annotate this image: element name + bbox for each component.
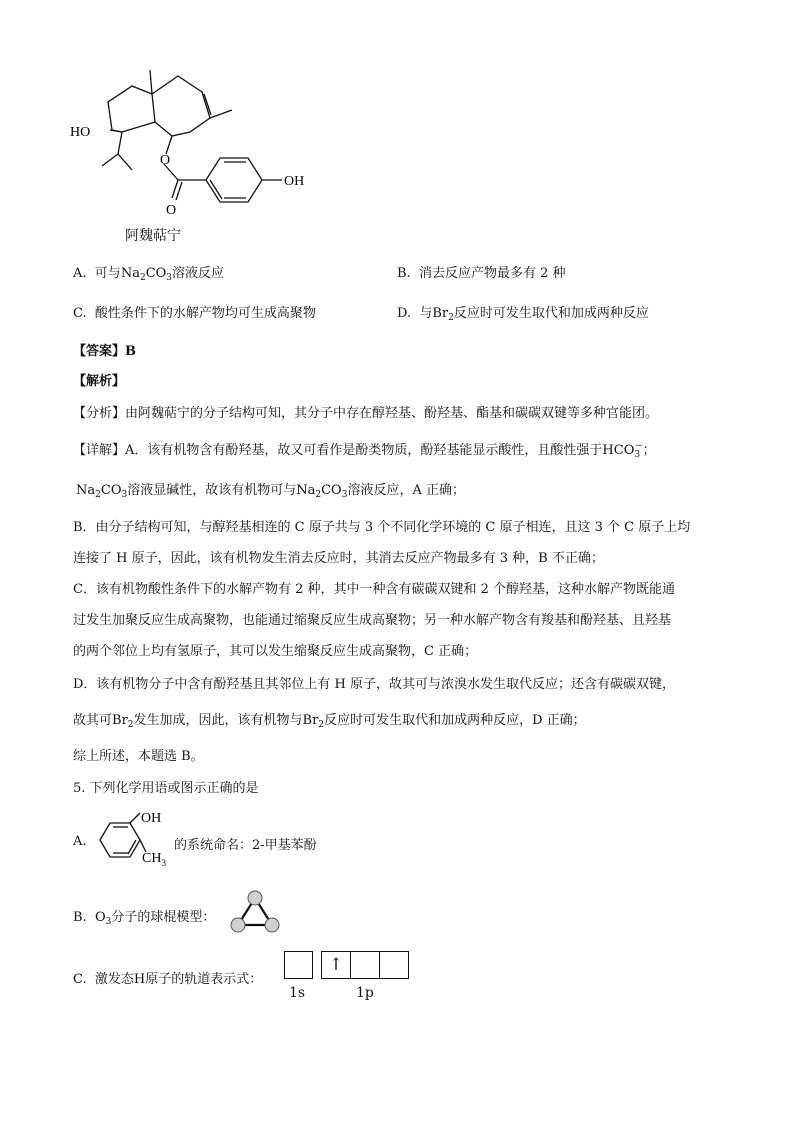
fenxi-line: 【分析】由阿魏萜宁的分子结构可知，其分子中存在醇羟基、酚羟基、酯基和碳碳双键等多种官能团。 (73, 406, 659, 421)
xiangjie-c-line3: 的两个邻位上均有氢原子，其可以发生缩聚反应生成高聚物，C 正确； (73, 644, 478, 659)
q5-option-c: C. 激发态H原子的轨道表示式： (73, 972, 263, 987)
xiangjie-a-line2: $Na_2CO_3$溶液显碱性，故该有机物可与$Na_2CO_3$溶液反应，A 正确； (76, 483, 465, 500)
carbonyl-o-label: O (166, 203, 177, 218)
orbital-1p-box-3 (380, 952, 408, 978)
orbital-1s-label: 1s (289, 985, 306, 1001)
oh-label: OH (284, 174, 305, 189)
orbital-1p-label: 1p (356, 985, 374, 1001)
orbital-1p-boxes (321, 951, 409, 979)
orbital-1p-box-1: ↑ (322, 952, 351, 978)
option-d: D. 与$Br_2$反应时可发生取代和加成两种反应 (397, 306, 649, 323)
answer: 【答案】B (73, 344, 137, 359)
q5-option-a-letter: A. (73, 834, 87, 849)
option-c: C. 酸性条件下的水解产物均可生成高聚物 (73, 306, 316, 321)
ester-o-label: O (160, 153, 171, 168)
xiangjie-c-line2: 过发生加聚反应生成高聚物，也能通过缩聚反应生成高聚物；另一种水解产物含有羧基和酚羟基、且羟基 (73, 613, 672, 628)
ch3-label: $CH_3$ (142, 851, 166, 868)
summary: 综上所述，本题选 B。 (73, 749, 204, 764)
analysis-label: 【解析】 (73, 374, 126, 389)
xiangjie-d-line2: 故其可$Br_2$发生加成，因此，该有机物与$Br_2$反应时可发生取代和加成两种反应，D 正确； (73, 713, 586, 730)
xiangjie-b-line1: B．由分子结构可知，与醇羟基相连的 C 原子共与 3 个不同化学环境的 C 原子相连，且这 3 个 C 原子上均 (73, 520, 691, 535)
o-cresol-structure (92, 808, 178, 870)
ozone-ball-stick-model (226, 888, 284, 936)
xiangjie-d-line1: D．该有机物分子中含有酚羟基且其邻位上有 H 原子，故其可与浓溴水发生取代反应；还含有碳碳双键， (73, 677, 676, 692)
q5-option-b: B. $O_3$分子的球棍模型： (73, 910, 216, 927)
molecule-name: 阿魏萜宁 (125, 228, 181, 244)
option-a: A. 可与$Na_2CO_3$溶液反应 (73, 266, 225, 283)
oh-label: OH (141, 811, 162, 826)
xiangjie-a-line1: 【详解】A．该有机物含有酚羟基，故又可看作是酚类物质，酚羟基能显示酸性，且酸性强于$HCO_3^-$； (73, 441, 656, 460)
q5-option-a-text: 的系统命名：2-甲基苯酚 (174, 838, 317, 853)
ferutinin-structure (60, 58, 320, 248)
xiangjie-c-line1: C．该有机物酸性条件下的水解产物有 2 种，其中一种含有碳碳双键和 2 个醇羟基，这种水解产物既能通 (73, 582, 676, 597)
option-b: B. 消去反应产物最多有 2 种 (397, 266, 566, 281)
q5-stem: 5. 下列化学用语或图示正确的是 (73, 781, 259, 796)
xiangjie-b-line2: 连接了 H 原子，因此，该有机物发生消去反应时，其消去反应产物最多有 3 种，B 不正确； (73, 551, 604, 566)
orbital-1p-box-2 (351, 952, 380, 978)
orbital-1s-box (284, 951, 313, 979)
ho-label: HO (70, 125, 91, 140)
